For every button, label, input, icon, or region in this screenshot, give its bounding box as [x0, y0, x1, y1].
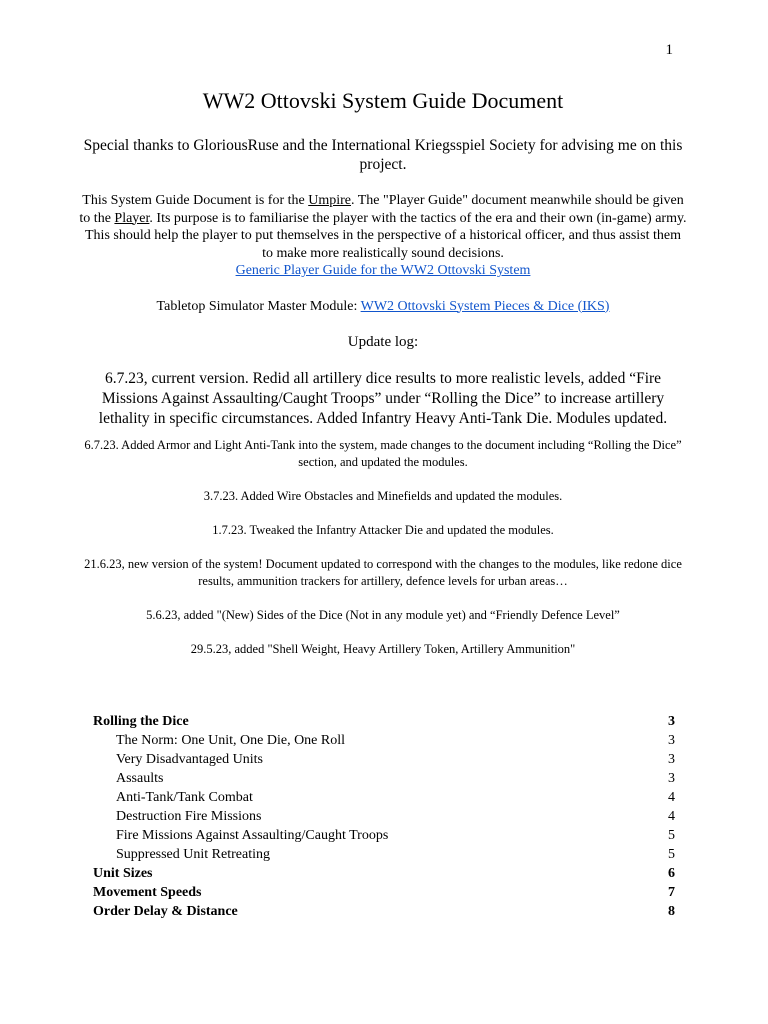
update-log-heading: Update log: [347, 333, 419, 350]
toc-entry-label: Very Disadvantaged Units [116, 752, 263, 767]
toc-entry-page: 4 [668, 809, 675, 824]
toc-entry[interactable] [93, 712, 675, 731]
toc-entry-label: Order Delay & Distance [93, 904, 238, 919]
toc-entry-page: 7 [668, 885, 675, 900]
module-link[interactable]: WW2 Ottovski System Pieces & Dice (IKS) [360, 298, 610, 314]
toc-entry[interactable] [93, 731, 675, 750]
toc-entry-page: 3 [668, 771, 675, 786]
toc-entry[interactable] [93, 883, 675, 902]
toc-entry-label: The Norm: One Unit, One Die, One Roll [116, 733, 346, 748]
toc-entry-page: 4 [668, 790, 675, 805]
toc-entry-label: Movement Speeds [93, 885, 202, 900]
toc-entry-page: 5 [668, 847, 675, 862]
toc-entry-label: Suppressed Unit Retreating [116, 847, 270, 862]
acknowledgement: Special thanks to GloriousRuse and the International Kriegsspiel Society for advising me on this project. [83, 137, 683, 173]
intro-text: This System Guide Document is for the [82, 193, 309, 208]
player-guide-link[interactable]: Generic Player Guide for the WW2 Ottovski System [235, 263, 531, 278]
document-body [78, 88, 688, 675]
toc-entry[interactable] [93, 769, 675, 788]
toc-entry-label: Rolling the Dice [93, 714, 189, 729]
toc-entry[interactable] [93, 864, 675, 883]
update-log-entry: 3.7.23. Added Wire Obstacles and Minefields and updated the modules. [203, 488, 563, 503]
toc-entry-page: 3 [668, 714, 675, 729]
intro-paragraph [78, 192, 688, 280]
update-log-entry: 6.7.23. Added Armor and Light Anti-Tank into the system, made changes to the document including “Rolling the Dice” section, and updated the modules. [84, 437, 682, 469]
toc-entry-page: 6 [668, 866, 675, 881]
toc-entry-label: Unit Sizes [93, 866, 153, 881]
document-title: WW2 Ottovski System Guide Document [202, 88, 564, 113]
module-line [78, 298, 688, 315]
toc-entry-label: Fire Missions Against Assaulting/Caught Troops [116, 828, 389, 843]
toc-entry[interactable] [93, 750, 675, 769]
toc-entry-label: Destruction Fire Missions [116, 809, 262, 824]
toc-entry-page: 8 [668, 904, 675, 919]
player-term: Player [114, 210, 150, 226]
toc-entry-page: 5 [668, 828, 675, 843]
toc-entry-page: 3 [668, 752, 675, 767]
toc-entry[interactable] [93, 788, 675, 807]
page-number: 1 [665, 42, 673, 58]
toc-entry[interactable] [93, 845, 675, 864]
update-log-entry: 29.5.23, added "Shell Weight, Heavy Artillery Token, Artillery Ammunition" [190, 641, 576, 656]
module-label: Tabletop Simulator Master Module: [156, 298, 361, 314]
update-log-entry: 21.6.23, new version of the system! Document updated to correspond with the changes to the modules, like redone dice results, ammunition trackers for artillery, defence levels for urban areas… [84, 556, 682, 588]
toc-entry-label: Assaults [116, 771, 164, 786]
toc-entry-label: Anti-Tank/Tank Combat [116, 790, 253, 805]
toc-entry[interactable] [93, 826, 675, 845]
toc-entry[interactable] [93, 902, 675, 921]
intro-text: . The "Player Guide" document meanwhile should be given to the [79, 193, 684, 226]
update-log-current: 6.7.23, current version. Redid all artillery dice results to more realistic levels, added “Fire Missions Against Assaulting/Caught Troops” under “Rolling the Dice” to increase artillery lethality in specific circumstances. Added Infantry Heavy Anti-Tank Die. Modules updated. [98, 369, 668, 427]
update-log-entry: 5.6.23, added "(New) Sides of the Dice (Not in any module yet) and “Friendly Defence Level” [146, 607, 620, 622]
table-of-contents [93, 712, 675, 921]
intro-text: . Its purpose is to familiarise the player with the tactics of the era and their own (in-game) army. This should help the player to put themselves in the perspective of a historical officer, and thus assist them to make more realistically sound decisions. [85, 210, 687, 261]
umpire-term: Umpire [308, 193, 351, 208]
toc-entry-page: 3 [668, 733, 675, 748]
toc-entry[interactable] [93, 807, 675, 826]
update-log-entry: 1.7.23. Tweaked the Infantry Attacker Die and updated the modules. [212, 522, 554, 537]
